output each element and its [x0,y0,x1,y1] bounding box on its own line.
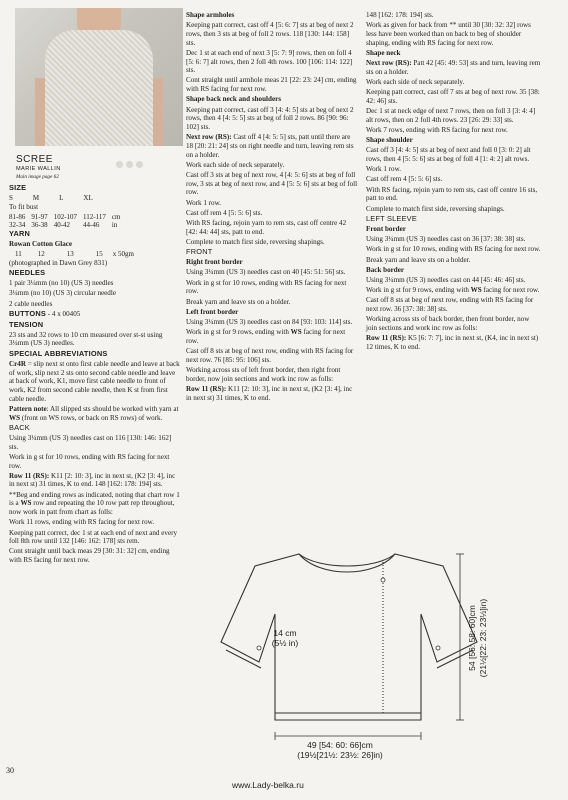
back-p3 [9,472,181,489]
back-p4 [9,491,181,517]
bust-table [9,213,126,230]
size-table [9,194,105,203]
left-border-p1: Using 3¼mm (US 3) needles cast on 84 [93: 103: 114] sts. [186,318,353,326]
size-s: S [9,194,13,203]
front-cont-p1: 148 [162: 178: 194] sts. [366,11,434,19]
left-border-ws: WS [290,328,302,337]
left-border-text: Work in g st for 9 rows, ending with [186,328,291,337]
left-sleeve-heading: LEFT SLEEVE [366,213,417,223]
row-label: Next row (RS): [366,59,412,68]
back-neck-p6: Cast off rem 4 [5: 5: 6] sts. [186,208,263,217]
bust-in: 32-34 [9,221,26,230]
length-cm: 54 [56: 58: 60]cm [467,605,477,671]
yarn-table [9,250,140,259]
shoulder-p4: With RS facing, rejoin yarn to rem sts, cast off centre 16 sts, patt to end. [366,185,538,203]
neck-p5: Work 7 rows, ending with RS facing for next row. [366,125,508,134]
back-p4-ws: WS [20,499,32,508]
needles-heading: NEEDLES [9,268,46,278]
yarn-note: (photographed in Dawn Grey 831) [9,258,108,267]
width-cm: 49 [54: 60: 66]cm [307,740,373,750]
front-heading: FRONT [186,247,213,257]
yarn-amount: 15 [95,250,103,259]
abbr-def: = slip next st onto first cable needle and leave at back of work, slip next 2 sts onto second cable needle and leave at back of work, K1, move first cable needle to front of work, K2 from second cable needle, then K st from first cable needle. [9,359,180,403]
left-border-text: facing for next row. [186,328,346,345]
to-fit-label: To fit bust [9,202,39,211]
width-in: (19½[21½: 23½: 26]in) [297,750,383,760]
button-icon [436,646,440,650]
back-p4-text: row and repeating the 10 row patt rep throughout, now work in patt from chart as folls: [9,499,175,517]
sleeve-front-p2: Work in g st for 10 rows, ending with RS facing for next row. [366,245,541,254]
sleeve-back-p4: Working across sts of back border, then front border, now join sections and work inc row as folls: [366,315,530,332]
back-p7: Cont straight until back meas 29 [30: 31: 32] cm, ending with RS facing for next row. [9,547,170,565]
neck-p2: Work each side of neck separately. [366,77,465,86]
sleeve-back-text: facing for next row. [481,286,540,295]
armholes-p1: Keeping patt correct, cast off 4 [5: 6: 7] sts at beg of next 2 rows, then 3 sts at beg of foll 2 rows. 118 [130: 144: 158] sts. [186,21,354,47]
rating-dots [116,155,146,173]
length-label [467,599,488,678]
buttons-line [9,310,181,319]
back-p1: Using 3¼mm (US 3) needles cast on 116 [130: 146: 162] sts. [9,433,172,451]
shoulder-p2: Work 1 row. [366,165,402,174]
size-l: L [59,194,64,203]
needles-3: 2 cable needles [9,299,53,308]
yarn-amount: 12 [37,250,45,259]
back-neck-p7: With RS facing, rejoin yarn to rem sts, cast off centre 42 [42: 44: 44] sts, patt to end. [186,218,347,236]
bust-cm: 102-107 [53,212,78,221]
buttons-text: - 4 x 00405 [46,309,81,318]
row-label: Next row (RS): [186,133,232,142]
sleeve-front-p3: Break yarn and leave sts on a holder. [366,255,471,264]
column-2 [186,11,359,404]
sleeve-back-border-heading: Back border [366,265,405,274]
sleeve-back-p1: Using 3¼mm (US 3) needles cast on 44 [45: 46: 46] sts. [366,275,526,284]
row-text: K11 [2: 10: 3], inc in next st, (K2 [3: 4], inc in next st) 31 times, K to end. [186,384,353,402]
sleeve-cm: 14 cm [273,628,297,638]
row-text: K11 [2: 10: 3], inc in next st, (K2 [3: 4], inc in next st) 31 times, K to end. 148 [162: 178: 194] sts. [9,471,176,489]
neck-heading: Shape neck [366,48,401,57]
left-border-p3: Cast off 8 sts at beg of next row, ending with RS facing for next row. 76 [85: 95: 106] sts. [186,347,354,364]
size-m: M [32,194,40,203]
shoulder-p3: Cast off rem 4 [5: 5: 6] sts. [366,175,443,184]
bust-cm: 91-97 [31,212,48,221]
armholes-p3: Cont straight until armhole meas 21 [22: 23: 24] cm, ending with RS facing for next row. [186,76,357,94]
sleeve-back-p3: Cast off 8 sts at beg of next row, ending with RS facing for next row. 36 [37: 38: 38] sts. [366,296,534,314]
size-heading: SIZE [9,183,27,192]
photo-sweater [45,30,153,146]
row-label: Row 11 (RS): [9,471,50,480]
pattern-note-text: : All slipped sts should be worked with yarn at [46,404,179,413]
back-neck-p4: Cast off 3 sts at beg of next row, 4 [4: 5: 6] sts at beg of foll row, 3 sts at beg of next row, and 4 [5: 5: 6] sts at beg of foll row. [186,170,358,197]
shoulder-p1: Cast off 3 [4: 4: 5] sts at beg of next and foll 0 [3: 0: 2] alt rows, then 4 [5: 5: 6] sts at beg of foll 4 [1: 4: 2] alt rows. [366,146,531,164]
bust-in: 44-46 [83,221,100,230]
tension-heading: TENSION [9,319,44,329]
pattern-note-label: Pattern note [9,404,47,413]
left-border-p5 [186,385,359,402]
left-border-p4: Working across sts of left front border, then right front border, now join sections and work inc row as folls: [186,366,341,383]
dot-icon [126,161,133,168]
back-neck-p8: Complete to match first side, reversing shapings. [186,237,325,246]
length-in: (21½[22: 23: 23½]in) [478,598,488,678]
left-border-heading: Left front border [186,307,239,316]
unit-in: in [111,221,118,230]
shoulder-p5: Complete to match first side, reversing shapings. [366,204,505,213]
sleeve-back-p5 [366,334,541,351]
page-number: 30 [6,766,14,775]
sleeve-back-p2 [366,286,541,295]
back-heading: BACK [9,422,30,432]
pattern-note [9,405,181,422]
row-text: Patt 42 [45: 49: 53] sts and turn, leaving rem sts on a holder. [366,59,541,76]
dot-icon [116,161,123,168]
row-label: Row 11 (RS): [366,334,407,343]
right-border-p3: Break yarn and leave sts on a holder. [186,297,291,306]
back-neck-p5: Work 1 row. [186,198,222,207]
back-p4-text: **Beg and ending rows as indicated, noting that chart row 1 is a [9,490,180,508]
abbr-term: Cr4R [9,359,26,368]
row-text: Cast off 4 [4: 5: 5] sts, patt until there are 18 [20: 21: 24] sts on right needle and turn, leaving rem sts on a holder. [186,133,354,159]
back-p5: Work 11 rows, ending with RS facing for next row. [9,518,155,527]
garment-schematic [215,540,495,770]
model-photo [15,8,183,146]
abbr-text [9,360,181,404]
sleeve-in: (5½ in) [271,638,299,648]
yarn-heading: YARN [9,228,31,238]
bust-in: 36-38 [31,221,48,230]
site-url[interactable]: www.Lady-belka.ru [232,780,304,790]
dot-icon [136,161,143,168]
column-3 [366,11,541,353]
neck-p4: Dec 1 st at neck edge of next 7 rows, then on foll 3 [3: 4: 4] alt rows, then on 2 foll 4th rows. 23 [26: 29: 33] sts. [366,107,536,124]
right-border-p1: Using 3¼mm (US 3) needles cast on 40 [45: 51: 56] sts. [186,268,346,277]
yarn-name: Rowan Cotton Glace [9,240,73,249]
back-p6: Keeping patt correct, dec 1 st at each end of next and every foll 8th row until 132 [146: 162: 178] sts rem. [9,528,178,546]
bust-cm: 112-117 [83,212,106,221]
back-neck-heading: Shape back neck and shoulders [186,95,282,104]
sleeve-dimension [260,628,310,648]
back-p2: Work in g st for 10 rows, ending with RS facing for next row. [9,452,170,470]
yarn-unit: x 50gm [112,250,134,259]
designer-name: MARIE WALLIN [16,166,61,172]
front-cont-p2: Work as given for back from ** until 30 [30: 32: 32] rows less have been worked than on back to beg of shoulder shaping, ending with RS facing for next row. [366,21,531,47]
width-dimension [270,740,410,760]
neck-p3: Keeping patt correct, cast off 7 sts at beg of next row. 35 [38: 42: 46] sts. [366,88,540,105]
column-1 [9,184,181,566]
sleeve-back-text: Work in g st for 9 rows, ending with [366,286,471,295]
right-border-p2: Work in g st for 10 rows, ending with RS facing for next row. [186,278,347,296]
row-text: K5 [6: 7: 7], inc in next st, (K4, inc in next st) 12 times, K to end. [366,334,539,351]
bust-in: 40-42 [53,221,71,230]
back-neck-p1: Keeping patt correct, cast off 3 [4: 4: 5] sts at beg of next 2 rows, then 4 [4: 5: 5] sts at beg of foll 2 rows. 86 [90: 96: 102] sts. [186,105,354,131]
abbr-heading: SPECIAL ABBREVIATIONS [9,348,108,358]
yarn-amount: 13 [66,250,74,259]
sleeve-front-p1: Using 3¼mm (US 3) needles cast on 36 [37: 38: 38] sts. [366,235,526,244]
unit-cm: cm [111,212,121,221]
tension-text: 23 sts and 32 rows to 10 cm measured over st-st using 3¼mm (US 3) needles. [9,330,163,348]
buttons-heading: BUTTONS [9,308,46,318]
pattern-note-ws: WS [9,413,21,422]
sleeve-back-ws: WS [470,286,482,295]
left-border-p2 [186,328,359,345]
button-icon [381,578,385,582]
needles-2: 3¼mm (no 10) (US 3) circular needle [9,289,116,298]
back-neck-p2 [186,133,359,159]
shoulder-heading: Shape shoulder [366,136,413,145]
needles-1: 1 pair 3¼mm (no 10) (US 3) needles [9,279,114,288]
bust-cm: 81-86 [9,212,26,221]
armholes-p2: Dec 1 st at each end of next 3 [5: 7: 9] rows, then on foll 4 [5: 6: 7] alt rows, then 2 foll 4th rows. 100 [106: 114: 122] sts. [186,48,353,75]
size-xl: XL [83,194,93,203]
row-label: Row 11 (RS): [186,384,227,393]
back-neck-p3: Work each side of neck separately. [186,160,285,169]
neck-p1 [366,59,541,76]
pattern-title: SCREE [16,154,53,165]
main-image-ref: Main image page 62 [16,174,59,180]
pattern-note-text: (front on WS rows, or back on RS rows) of work. [20,413,163,422]
right-border-heading: Right front border [186,258,243,267]
left-cuff-line [226,650,261,668]
armholes-heading: Shape armholes [186,11,235,19]
sleeve-front-border-heading: Front border [366,224,406,233]
yarn-amount: 11 [15,250,22,259]
